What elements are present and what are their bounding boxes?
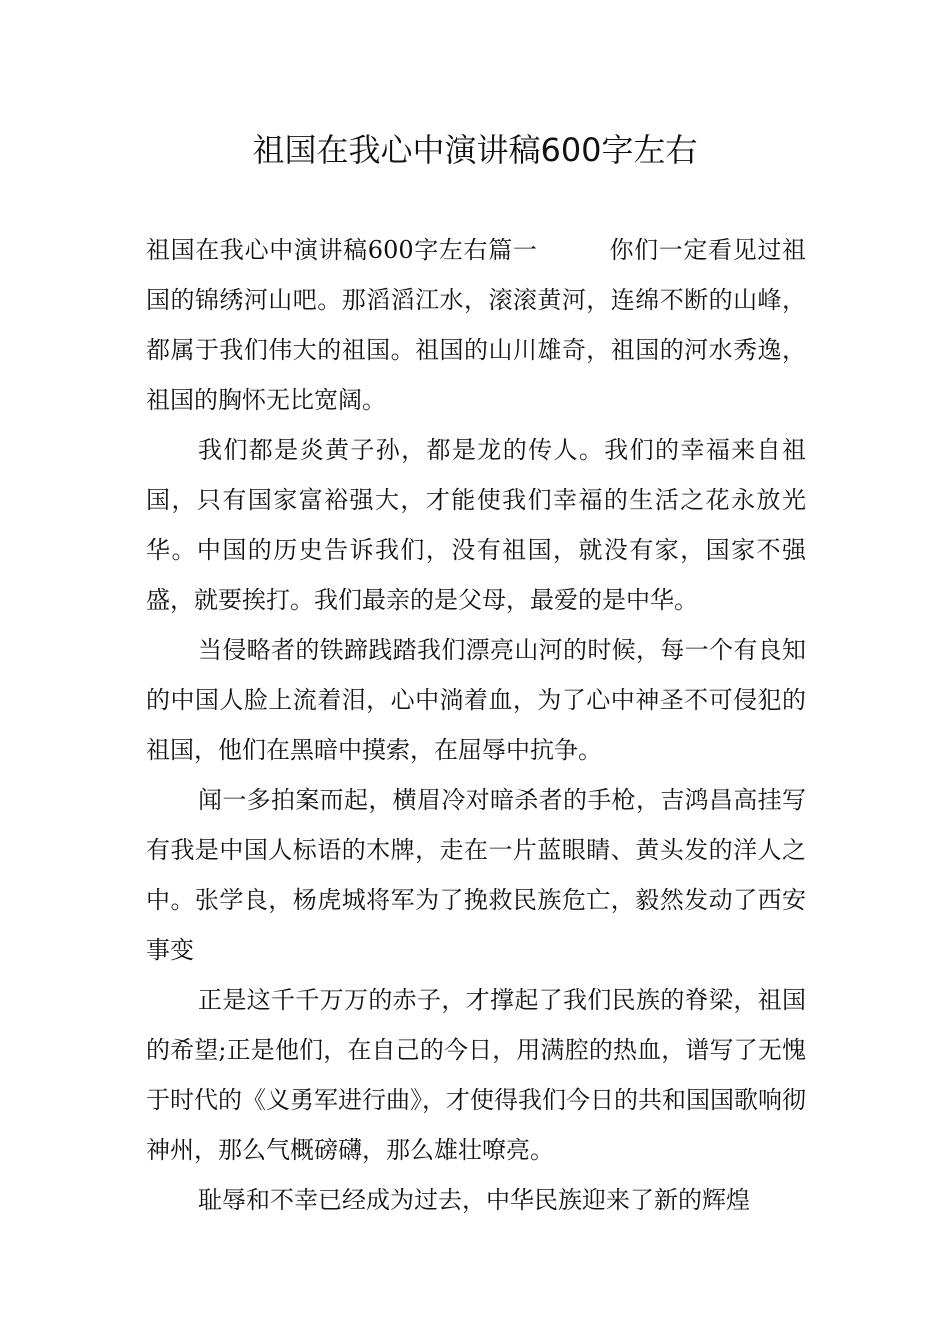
- intro-text: 你们一定看见过祖国的锦绣河山吧。那滔滔江水，滚滚黄河，连绵不断的山峰，都属于我们伟大的祖国。祖国的山川雄奇，祖国的河水秀逸，祖国的胸怀无比宽阔。: [146, 236, 806, 414]
- section-heading: 祖国在我心中演讲稿600字左右篇一: [146, 236, 538, 264]
- paragraph-1: 我们都是炎黄子孙，都是龙的传人。我们的幸福来自祖国，只有国家富裕强大，才能使我们幸福的生活之花永放光华。中国的历史告诉我们，没有祖国，就没有家，国家不强盛，就要挨打。我们最亲的是父母，最爱的是中华。: [146, 436, 806, 614]
- paragraph-2: 当侵略者的铁蹄践踏我们漂亮山河的时候，每一个有良知的中国人脸上流着泪，心中淌着血，为了心中神圣不可侵犯的祖国，他们在黑暗中摸索，在屈辱中抗争。: [146, 636, 806, 764]
- paragraph-3: 闻一多拍案而起，横眉冷对暗杀者的手枪，吉鸿昌高挂写有我是中国人标语的木牌，走在一片蓝眼睛、黄头发的洋人之中。张学良，杨虎城将军为了挽救民族危亡，毅然发动了西安事变: [146, 786, 806, 964]
- document-body: [146, 225, 806, 1225]
- paragraph-5: 耻辱和不幸已经成为过去，中华民族迎来了新的辉煌: [198, 1186, 750, 1214]
- intro-paragraph: [146, 225, 806, 425]
- document-title: 祖国在我心中演讲稿600字左右: [252, 131, 698, 169]
- paragraph-4: 正是这千千万万的赤子，才撑起了我们民族的脊梁，祖国的希望;正是他们，在自己的今日，用满腔的热血，谱写了无愧于时代的《义勇军进行曲》，才使得我们今日的共和国国歌响彻神州，那么气概磅礴，那么雄壮嘹亮。: [146, 986, 806, 1164]
